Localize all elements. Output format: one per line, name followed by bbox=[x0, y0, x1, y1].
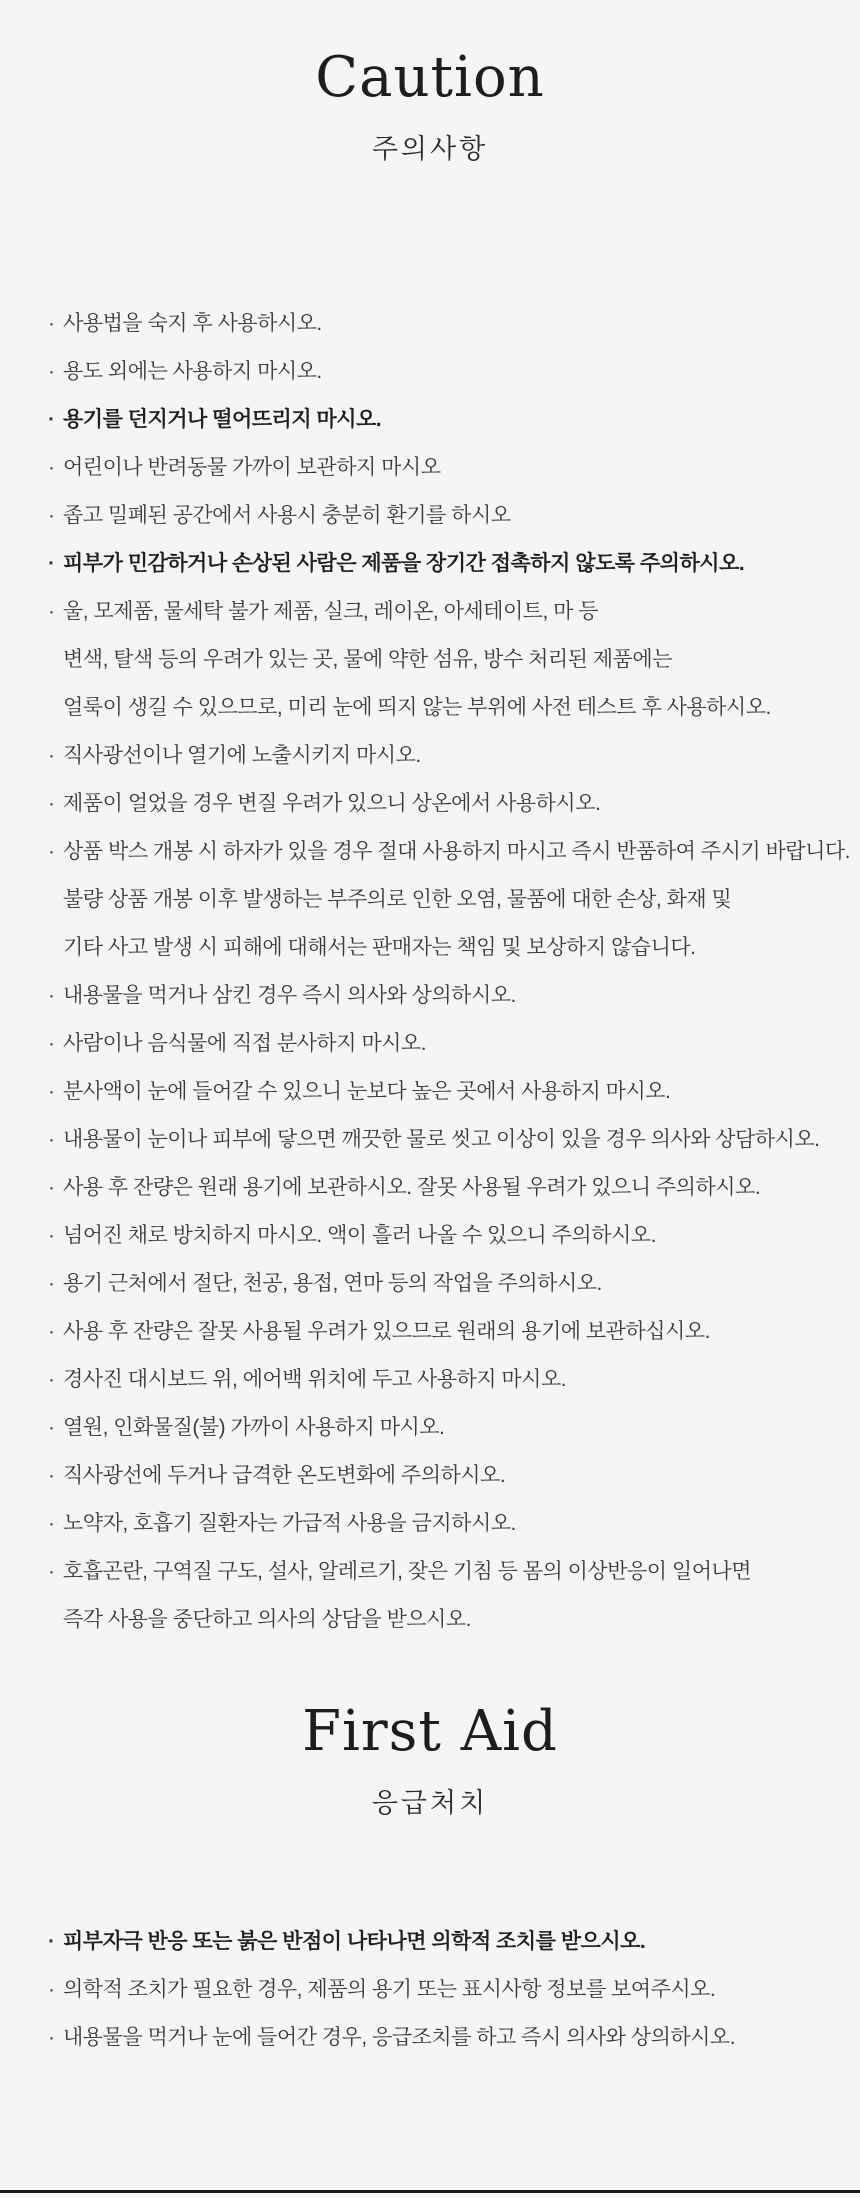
list-item-continuation bbox=[48, 876, 828, 924]
list-item-text: 용기 근처에서 절단, 천공, 용접, 연마 등의 작업을 주의하시오. bbox=[63, 1272, 602, 1295]
bullet-dot: · bbox=[48, 744, 55, 767]
bullet-dot: · bbox=[48, 1080, 55, 1103]
caution-list bbox=[48, 300, 850, 1644]
list-item-text: 내용물이 눈이나 피부에 닿으면 깨끗한 물로 씻고 이상이 있을 경우 의사와 상담하시오. bbox=[63, 1128, 820, 1151]
bullet-dot: · bbox=[48, 360, 55, 383]
list-item-continuation bbox=[48, 636, 828, 684]
bullet-dot: · bbox=[48, 1416, 55, 1439]
list-item-continuation bbox=[48, 924, 828, 972]
bullet-dot: · bbox=[48, 1464, 55, 1487]
first-aid-list bbox=[48, 1918, 828, 2062]
list-item bbox=[48, 444, 828, 492]
bullet-dot: · bbox=[48, 1930, 55, 1953]
list-item-text: 사용법을 숙지 후 사용하시오. bbox=[63, 312, 322, 335]
bullet-dot: · bbox=[48, 1560, 55, 1583]
list-item bbox=[48, 1452, 828, 1500]
bullet-dot: · bbox=[48, 408, 55, 431]
bullet-dot: · bbox=[48, 456, 55, 479]
list-item-text: 내용물을 먹거나 삼킨 경우 즉시 의사와 상의하시오. bbox=[63, 984, 516, 1007]
list-item bbox=[48, 348, 828, 396]
bullet-dot: · bbox=[48, 984, 55, 1007]
bottom-divider bbox=[0, 2190, 860, 2193]
first-aid-section bbox=[0, 1699, 860, 2062]
bullet-dot: · bbox=[48, 1368, 55, 1391]
list-item-continuation bbox=[48, 684, 828, 732]
list-item-text: 용도 외에는 사용하지 마시오. bbox=[63, 360, 322, 383]
list-item-text: 제품이 얼었을 경우 변질 우려가 있으니 상온에서 사용하시오. bbox=[63, 792, 601, 815]
list-item bbox=[48, 1116, 828, 1164]
list-item bbox=[48, 1164, 828, 1212]
bullet-dot: · bbox=[48, 504, 55, 527]
list-item-text: 얼룩이 생길 수 있으므로, 미리 눈에 띄지 않는 부위에 사전 테스트 후 사용하시오. bbox=[63, 696, 771, 719]
list-item-text: 의학적 조치가 필요한 경우, 제품의 용기 또는 표시사항 정보를 보여주시오. bbox=[63, 1978, 716, 2001]
bullet-dot: · bbox=[48, 1512, 55, 1535]
list-item-text: 좁고 밀폐된 공간에서 사용시 충분히 환기를 하시오 bbox=[63, 504, 511, 527]
bullet-dot: · bbox=[48, 1272, 55, 1295]
bullet-dot: · bbox=[48, 1176, 55, 1199]
list-item-text: 사용 후 잔량은 원래 용기에 보관하시오. 잘못 사용될 우려가 있으니 주의하시오. bbox=[63, 1176, 761, 1199]
bullet-dot: · bbox=[48, 1224, 55, 1247]
list-item-text: 즉각 사용을 중단하고 의사의 상담을 받으시오. bbox=[63, 1608, 471, 1631]
list-item-text: 직사광선에 두거나 급격한 온도변화에 주의하시오. bbox=[63, 1464, 506, 1487]
list-item bbox=[48, 540, 828, 588]
list-item-text: 용기를 던지거나 떨어뜨리지 마시오. bbox=[63, 408, 382, 431]
bullet-dot: · bbox=[48, 1032, 55, 1055]
list-item-continuation bbox=[48, 1596, 828, 1644]
first-aid-title: First Aid bbox=[302, 1699, 558, 1764]
list-item bbox=[48, 780, 828, 828]
list-item-text: 상품 박스 개봉 시 하자가 있을 경우 절대 사용하지 마시고 즉시 반품하여 주시기 바랍니다. bbox=[63, 840, 850, 863]
list-item bbox=[48, 972, 828, 1020]
first-aid-subtitle: 응급처치 bbox=[371, 1788, 489, 1818]
list-item-text: 호흡곤란, 구역질 구도, 설사, 알레르기, 잦은 기침 등 몸의 이상반응이 일어나면 bbox=[63, 1560, 752, 1583]
list-item bbox=[48, 732, 828, 780]
list-item bbox=[48, 1548, 828, 1596]
list-item bbox=[48, 1308, 828, 1356]
bullet-dot: · bbox=[48, 1978, 55, 2001]
list-item-text: 경사진 대시보드 위, 에어백 위치에 두고 사용하지 마시오. bbox=[63, 1368, 567, 1391]
list-item-text: 피부가 민감하거나 손상된 사람은 제품을 장기간 접촉하지 않도록 주의하시오. bbox=[63, 552, 745, 575]
list-item bbox=[48, 492, 828, 540]
list-item-text: 울, 모제품, 물세탁 불가 제품, 실크, 레이온, 아세테이트, 마 등 bbox=[63, 600, 599, 623]
list-item-text: 어린이나 반려동물 가까이 보관하지 마시오 bbox=[63, 456, 441, 479]
list-item-text: 열원, 인화물질(불) 가까이 사용하지 마시오. bbox=[63, 1416, 445, 1439]
list-item bbox=[48, 588, 828, 636]
list-item-text: 직사광선이나 열기에 노출시키지 마시오. bbox=[63, 744, 421, 767]
bullet-dot: · bbox=[48, 312, 55, 335]
list-item bbox=[48, 1500, 828, 1548]
list-item bbox=[48, 1068, 828, 1116]
list-item-text: 불량 상품 개봉 이후 발생하는 부주의로 인한 오염, 물품에 대한 손상, 화재 및 bbox=[63, 888, 732, 911]
list-item bbox=[48, 1918, 828, 1966]
list-item bbox=[48, 300, 828, 348]
list-item-text: 노약자, 호흡기 질환자는 가급적 사용을 금지하시오. bbox=[63, 1512, 516, 1535]
list-item bbox=[48, 828, 850, 876]
list-item bbox=[48, 2014, 828, 2062]
list-item-text: 내용물을 먹거나 눈에 들어간 경우, 응급조치를 하고 즉시 의사와 상의하시오. bbox=[63, 2026, 736, 2049]
bullet-dot: · bbox=[48, 1128, 55, 1151]
list-item bbox=[48, 1212, 828, 1260]
list-item-text: 넘어진 채로 방치하지 마시오. 액이 흘러 나올 수 있으니 주의하시오. bbox=[63, 1224, 656, 1247]
list-item bbox=[48, 1260, 828, 1308]
list-item bbox=[48, 1966, 828, 2014]
list-item-text: 사용 후 잔량은 잘못 사용될 우려가 있으므로 원래의 용기에 보관하십시오. bbox=[63, 1320, 710, 1343]
caution-subtitle: 주의사항 bbox=[371, 134, 489, 164]
list-item bbox=[48, 1404, 828, 1452]
caution-title: Caution bbox=[315, 45, 545, 110]
bullet-dot: · bbox=[48, 1320, 55, 1343]
list-item-text: 분사액이 눈에 들어갈 수 있으니 눈보다 높은 곳에서 사용하지 마시오. bbox=[63, 1080, 671, 1103]
list-item bbox=[48, 1356, 828, 1404]
bullet-dot: · bbox=[48, 840, 55, 863]
bullet-dot: · bbox=[48, 552, 55, 575]
bullet-dot: · bbox=[48, 792, 55, 815]
bullet-dot: · bbox=[48, 600, 55, 623]
list-item-text: 변색, 탈색 등의 우려가 있는 곳, 물에 약한 섬유, 방수 처리된 제품에는 bbox=[63, 648, 672, 671]
list-item-text: 사람이나 음식물에 직접 분사하지 마시오. bbox=[63, 1032, 427, 1055]
list-item-text: 피부자극 반응 또는 붉은 반점이 나타나면 의학적 조치를 받으시오. bbox=[63, 1930, 646, 1953]
list-item bbox=[48, 396, 828, 444]
bullet-dot: · bbox=[48, 2026, 55, 2049]
list-item bbox=[48, 1020, 828, 1068]
list-item-text: 기타 사고 발생 시 피해에 대해서는 판매자는 책임 및 보상하지 않습니다. bbox=[63, 936, 696, 959]
